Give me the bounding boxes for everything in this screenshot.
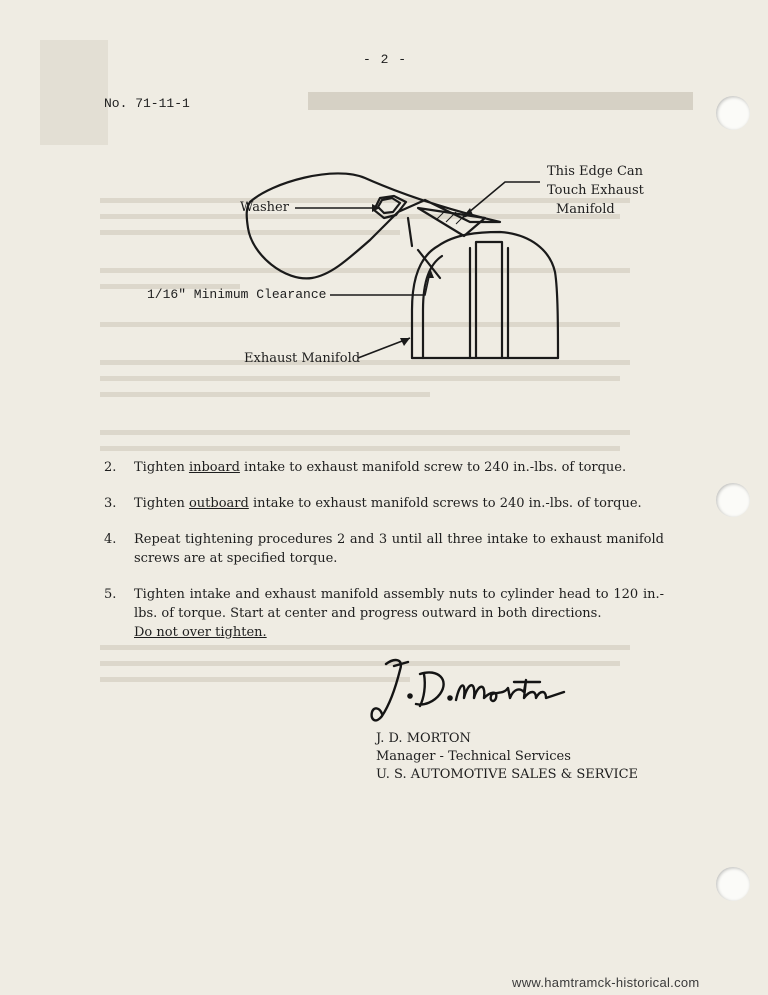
step-item xyxy=(104,530,664,568)
callout-edge-line3: Manifold xyxy=(556,202,615,217)
step-emphasis: inboard xyxy=(188,460,240,475)
step-text xyxy=(134,458,664,477)
punch-hole xyxy=(716,867,750,901)
step-number: 2. xyxy=(104,460,117,475)
step-emphasis: outboard xyxy=(188,496,249,511)
edge-leader xyxy=(462,182,540,218)
step-text-part: Tighten xyxy=(134,460,189,475)
manifold-diagram xyxy=(140,160,580,380)
step-text: Repeat tightening procedures 2 and 3 until all three intake to exhaust manifold screws are at specified torque. xyxy=(134,532,664,566)
step-text-part: intake to exhaust manifold screw to 240 in.-lbs. of torque. xyxy=(239,460,627,475)
callout-edge xyxy=(547,162,644,219)
step-item xyxy=(104,458,664,477)
signer-company: U. S. AUTOMOTIVE SALES & SERVICE xyxy=(376,767,639,782)
callout-edge-line2: Touch Exhaust xyxy=(547,183,644,198)
step-text xyxy=(134,585,664,642)
handwritten-signature xyxy=(364,652,574,732)
reverse-title-bleed xyxy=(308,86,703,116)
step-text-part: intake to exhaust manifold screws to 240 in.-lbs. of torque. xyxy=(248,496,642,511)
callout-edge-line1: This Edge Can xyxy=(547,164,644,179)
signer-title: Manager - Technical Services xyxy=(376,749,571,764)
step-warning: Do not over tighten. xyxy=(134,625,267,640)
bulletin-number: No. 71-11-1 xyxy=(104,96,190,111)
website-watermark: www.hamtramck-historical.com xyxy=(512,975,700,990)
callout-exhaust-manifold: Exhaust Manifold xyxy=(244,351,361,366)
punch-hole xyxy=(716,483,750,517)
step-text-part: Tighten xyxy=(134,496,189,511)
page-number: - 2 - xyxy=(363,52,408,67)
callout-clearance: 1/16" Minimum Clearance xyxy=(147,287,327,302)
signer-block xyxy=(376,730,638,784)
callout-washer: Washer xyxy=(240,200,289,215)
washer-bracket xyxy=(247,173,500,278)
reverse-title-shape xyxy=(308,86,703,116)
step-text-part: Tighten intake and exhaust manifold assembly nuts to cylinder head to 120 in.-lbs. of torque. Start at center and progress outward in both directions. xyxy=(134,587,664,621)
procedure-steps xyxy=(104,458,664,659)
step-text xyxy=(134,494,664,513)
punch-hole xyxy=(716,96,750,130)
signer-name: J. D. MORTON xyxy=(376,731,471,746)
step-item xyxy=(104,585,664,642)
step-number: 5. xyxy=(104,587,117,602)
exhaust-manifold-body xyxy=(412,232,558,358)
reverse-logo-bleed xyxy=(40,40,108,145)
step-number: 4. xyxy=(104,532,117,547)
step-item xyxy=(104,494,664,513)
step-number: 3. xyxy=(104,496,117,511)
